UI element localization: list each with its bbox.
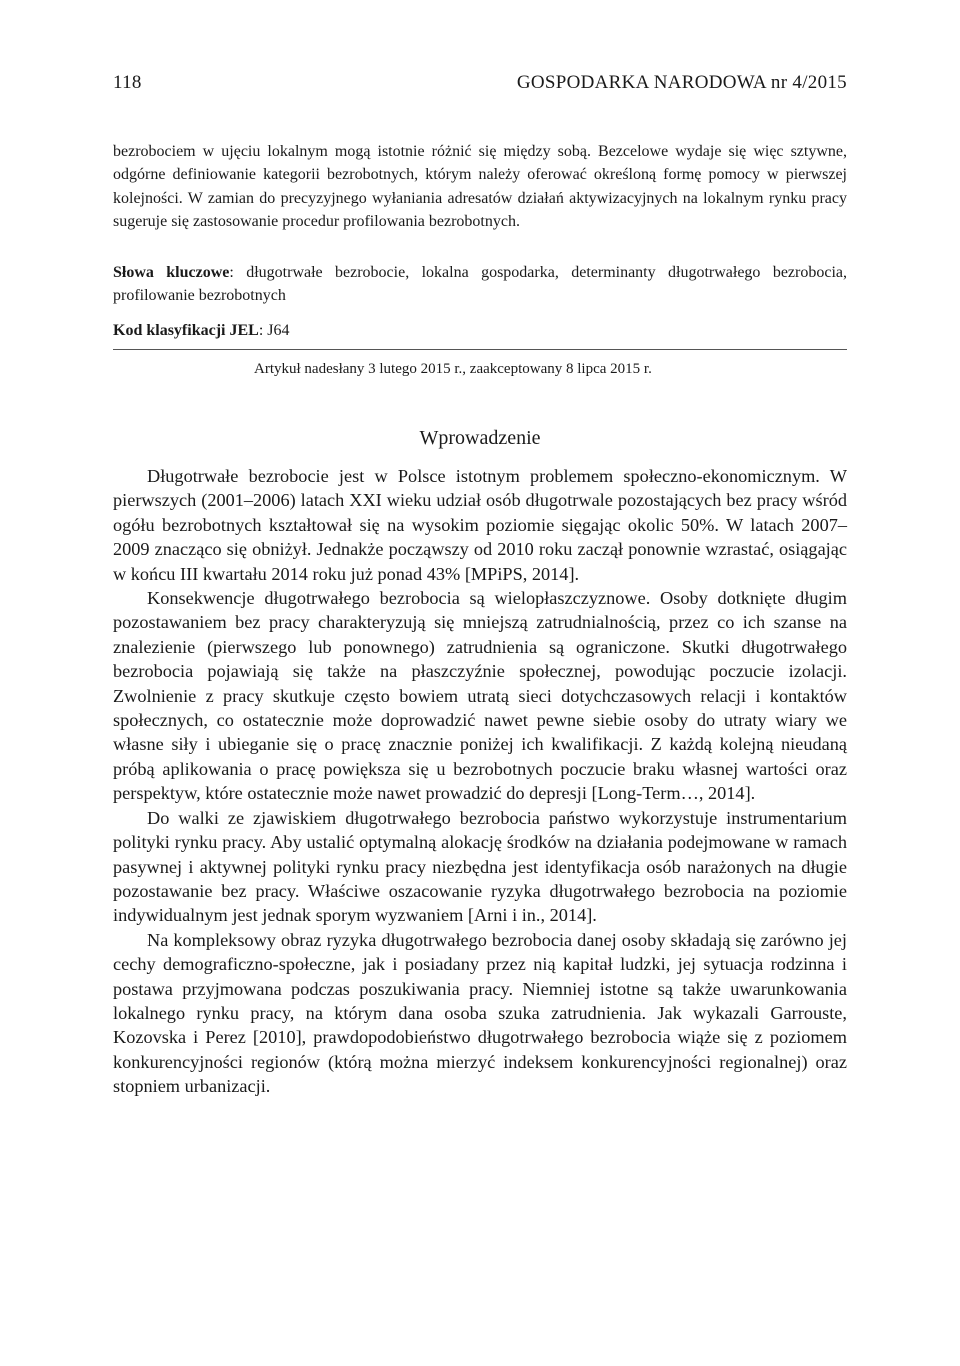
jel-code bbox=[113, 319, 847, 342]
abstract-text: bezrobociem w ujęciu lokalnym mogą istotnie różnić się między sobą. Bezcelowe wydaje się więc sztywne, odgórne definiowanie kategorii bezrobotnych, którym należy oferować określoną formę pomocy w pierwszej kolejności. W zamian do precyzyjnego wyłaniania adresatów działań aktywizacyjnych na lokalnym rynku pracy sugeruje się zastosowanie procedur profilowania bezrobotnych. bbox=[113, 143, 847, 231]
running-header bbox=[113, 72, 847, 102]
keywords-label: Słowa kluczowe bbox=[113, 264, 230, 281]
jel-text: : J64 bbox=[258, 322, 290, 339]
jel-label: Kod klasyfikacji JEL bbox=[113, 322, 259, 339]
journal-title: GOSPODARKA NARODOWA nr 4/2015 bbox=[516, 72, 847, 93]
page-number: 118 bbox=[113, 72, 142, 93]
body-text bbox=[113, 464, 847, 1099]
keywords bbox=[113, 261, 847, 308]
paragraph: Długotrwałe bezrobocie jest w Polsce istotnym problemem społeczno-ekonomicznym. W pierwszych (2001–2006) latach XXI wieku udział osób długotrwale pozostających bez pracy wśród ogółu bezrobotnych kształtował się na wysokim poziomie sięgając okolic 50%. W latach 2007–2009 znacząco się obniżył. Jednakże począwszy od 2010 roku zaczął ponownie wzrastać, osiągając w końcu III kwartału 2014 roku już ponad 43% [MPiPS, 2014]. bbox=[113, 466, 847, 584]
keywords-text: : długotrwałe bezrobocie, lokalna gospodarka, determinanty długotrwałego bezrobocia, profilowanie bezrobotnych bbox=[113, 264, 847, 305]
divider bbox=[113, 349, 847, 350]
abstract bbox=[113, 140, 847, 234]
section-title: Wprowadzenie bbox=[419, 427, 541, 449]
paragraph: Do walki ze zjawiskiem długotrwałego bezrobocia państwo wykorzystuje instrumentarium polityki rynku pracy. Aby ustalić optymalną alokację środków na działania podejmowane w ramach pasywnej i aktywnej polityki rynku pracy niezbędna jest identyfikacja osób narażonych na długie pozostawanie bez pracy. Właściwe oszacowanie ryzyka długotrwałego bezrobocia na poziomie indywidualnym jest jednak sporym wyzwaniem [Arni i in., 2014]. bbox=[113, 807, 847, 926]
paragraph: Na kompleksowy obraz ryzyka długotrwałego bezrobocia danej osoby składają się zarówno jej cechy demograficzno-społeczne, jak i posiadany przez nią kapitał ludzki, jej sytuacja rodzinna i postawa przyjmowana podczas poszukiwania pracy. Niemniej istotne są także uwarunkowania lokalnego rynku pracy, na którym dana osoba szuka zatrudnienia. Jak wykazali Garrouste, Kozovska i Perez [2010], prawdopodobieństwo długotrwałego bezrobocia wiąże się z poziomem konkurencyjności regionów (którą można mierzyć indeksem konkurencyjności regionalnej) oraz stopniem urbanizacji. bbox=[113, 929, 847, 1097]
received-date: Artykuł nadesłany 3 lutego 2015 r., zaakceptowany 8 lipca 2015 r. bbox=[254, 361, 652, 377]
paragraph: Konsekwencje długotrwałego bezrobocia są wielopłaszczyznowe. Osoby dotknięte długim pozostawaniem bez pracy charakteryzują się mniejszą zatrudnialnością, przez co ich szanse na znalezienie (pierwszego lub ponownego) zatrudnienia są ograniczone. Skutki długotrwałego bezrobocia pojawiają się także na płaszczyźnie społecznej, powodując poczucie izolacji. Zwolnienie z pracy skutkuje często bowiem utratą sieci dotychczasowych relacji i kontaktów społecznych, co ostatecznie może doprowadzić nawet pewne siebie osoby do utraty wiary we własne siły i ubieganie się o pracę znacznie poniżej ich kwalifikacji. Z każdą kolejną nieudaną próbą aplikowania o pracę powiększa się u bezrobotnych poczucie braku własnej wartości oraz perspektyw, które ostatecznie może nawet prowadzić do depresji [Long-Term…, 2014]. bbox=[113, 588, 847, 804]
